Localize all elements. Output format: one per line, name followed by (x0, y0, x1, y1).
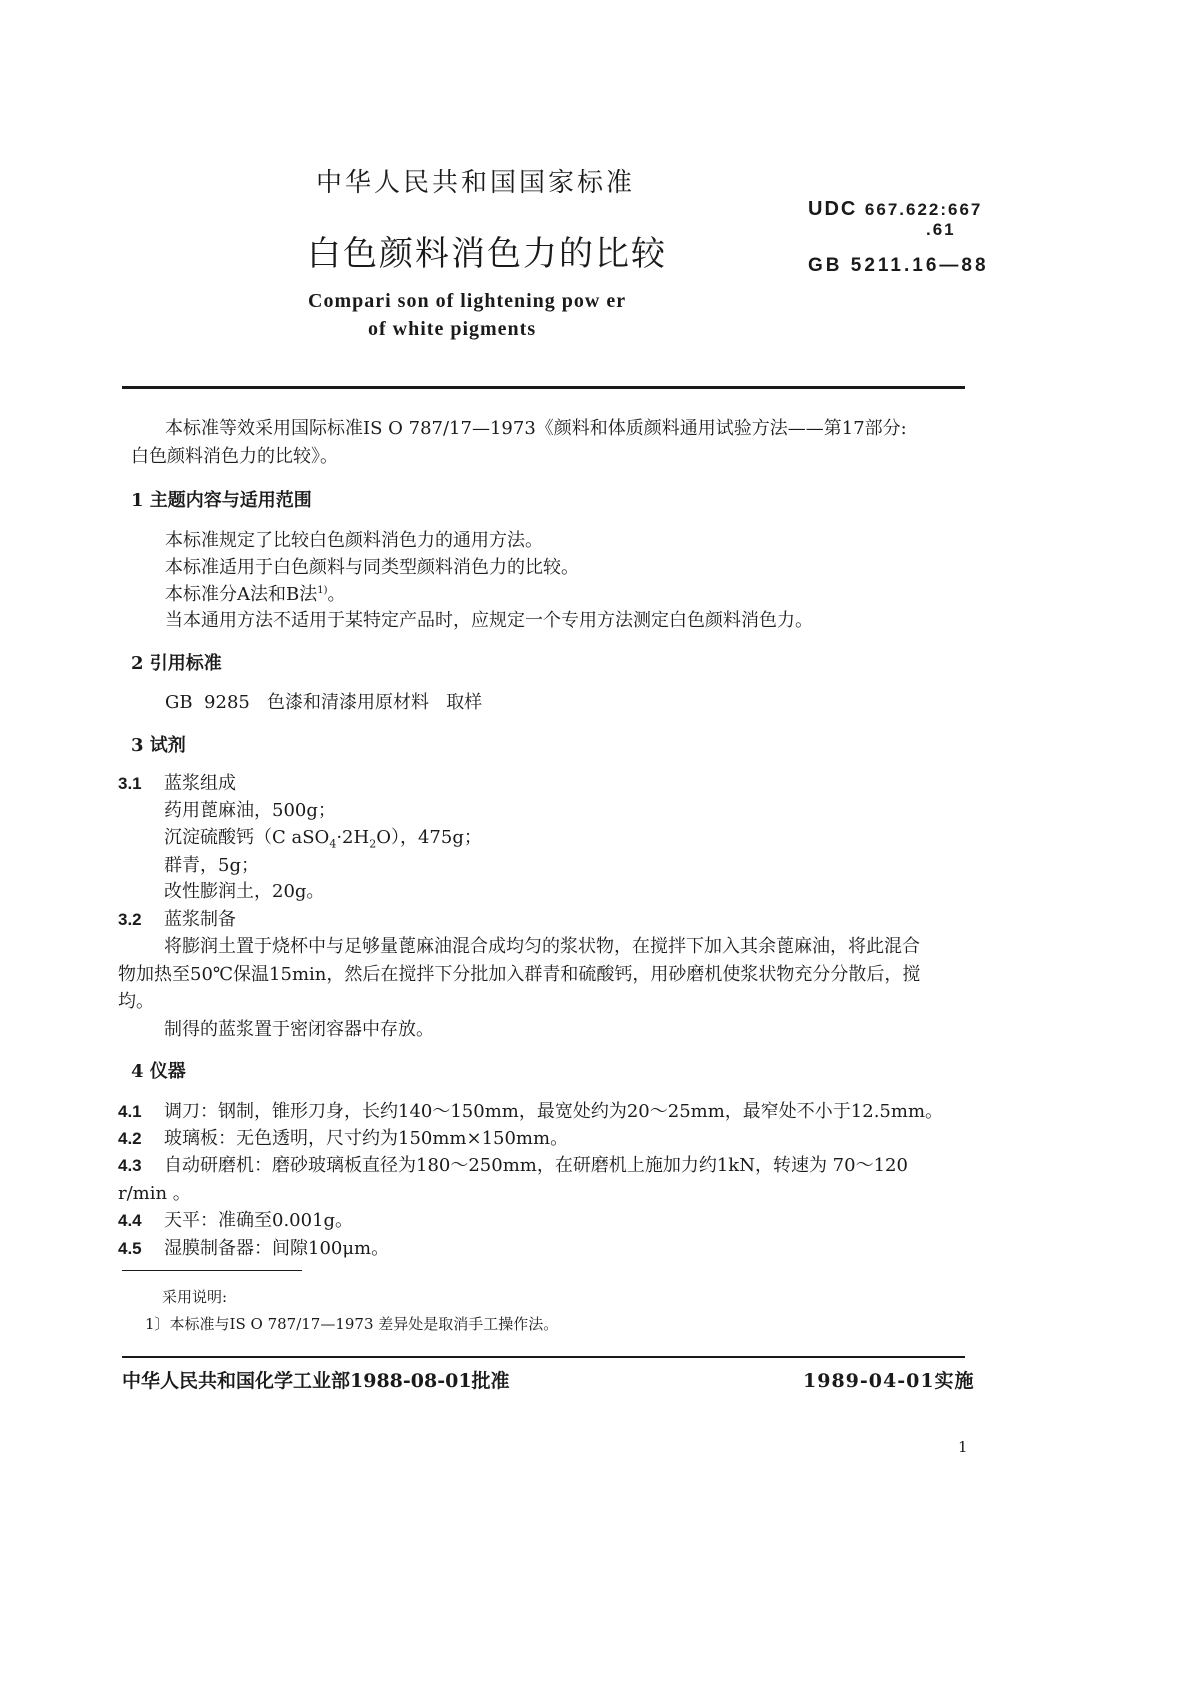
reagent-item-2 (164, 823, 482, 851)
section-2-heading: 2 引用标准 (131, 653, 222, 674)
reagent-item-3: 群青，5g； (164, 855, 259, 876)
instrument-4-3-text: 自动研磨机：磨砂玻璃板直径为180～250mm，在研磨机上施加力约1kN，转速为 70～120 (164, 1155, 908, 1176)
approval-statement: 中华人民共和国化学工业部1988-08-01批准 (122, 1370, 510, 1392)
instrument-4-2 (118, 1124, 568, 1150)
instrument-4-5 (118, 1234, 389, 1260)
reagent-item-2-part-c: ·2H (336, 827, 370, 848)
reagent-item-2-sub-2: 2 (369, 837, 377, 851)
document-title-en-line2: of white pigments (368, 318, 537, 340)
footnote-divider (122, 1270, 302, 1271)
section-3-2-line-4: 制得的蓝浆置于密闭容器中存放。 (164, 1019, 434, 1040)
instrument-4-5-number: 4.5 (118, 1239, 142, 1258)
reagent-item-1: 药用蓖麻油，500g； (164, 800, 336, 821)
section-3-heading: 3 试剂 (131, 735, 186, 756)
document-title-cn: 白色颜料消色力的比较 (307, 234, 667, 274)
section-1-para-3-text: 本标准分A法和B法 (165, 584, 318, 605)
instrument-4-1-number: 4.1 (118, 1102, 142, 1121)
section-1-para-3 (165, 580, 346, 606)
section-3-2-line-1: 将膨润土置于烧杯中与足够量蓖麻油混合成均匀的浆状物，在搅拌下加入其余蓖麻油，将此混合 (164, 936, 920, 957)
intro-line2: 白色颜料消色力的比较》。 (131, 446, 338, 467)
instrument-4-4 (118, 1206, 353, 1232)
reagent-item-2-part-e: O），475g； (376, 827, 482, 848)
instrument-4-2-number: 4.2 (118, 1129, 142, 1148)
national-standard-heading: 中华人民共和国国家标准 (316, 168, 636, 198)
section-1-heading: 1 主题内容与适用范围 (131, 490, 312, 511)
instrument-4-3-number: 4.3 (118, 1156, 142, 1175)
section-1-para-2: 本标准适用于白色颜料与同类型颜料消色力的比较。 (165, 557, 579, 578)
reagent-item-2-part-a: 沉淀硫酸钙（C aSO (164, 827, 330, 848)
page-number: 1 (958, 1438, 968, 1456)
instrument-4-3 (118, 1151, 908, 1177)
reagent-item-4: 改性膨润土，20g。 (164, 881, 325, 902)
footnote-ref: 1) (317, 585, 328, 596)
section-3-1-heading (118, 769, 236, 795)
udc-value-cont: .61 (926, 220, 956, 239)
section-3-2-number: 3.2 (118, 910, 142, 929)
footnote-label: 采用说明: (162, 1288, 228, 1306)
section-3-2-title: 蓝浆制备 (164, 909, 236, 930)
document-title-en-line1: Compari son of lightening pow er (308, 290, 627, 312)
intro-line1: 本标准等效采用国际标准IS O 787/17—1973《颜料和体质颜料通用试验方法——第17部分: (165, 418, 907, 439)
instrument-4-1-text: 调刀：钢制，锥形刀身，长约140～150mm，最宽处约为20～25mm，最窄处不小于12.5mm。 (164, 1101, 944, 1122)
section-3-2-line-3: 均。 (118, 991, 154, 1012)
udc-label: UDC (808, 198, 858, 220)
section-3-1-title: 蓝浆组成 (164, 773, 236, 794)
section-4-heading: 4 仪器 (131, 1061, 186, 1082)
section-1-para-1: 本标准规定了比较白色颜料消色力的通用方法。 (165, 530, 543, 551)
gb-code: GB 5211.16—88 (808, 255, 989, 276)
instrument-4-4-number: 4.4 (118, 1211, 142, 1230)
section-1-para-3-end: 。 (327, 584, 346, 605)
instrument-4-4-text: 天平：准确至0.001g。 (164, 1210, 354, 1231)
section-3-2-line-2: 物加热至50℃保温15min，然后在搅拌下分批加入群青和硫酸钙，用砂磨机使浆状物充分分散后，搅 (118, 964, 921, 985)
instrument-4-3-cont: r/min 。 (118, 1183, 191, 1204)
udc-value: 667.622:667 (864, 200, 983, 219)
footer-divider (122, 1356, 965, 1358)
footnote-text: 1〕本标准与IS O 787/17—1973 差异处是取消手工操作法。 (145, 1315, 559, 1333)
section-1-para-4: 当本通用方法不适用于某特定产品时，应规定一个专用方法测定白色颜料消色力。 (165, 610, 813, 631)
effective-date: 1989-04-01实施 (803, 1370, 975, 1392)
reagent-item-2-sub-4: 4 (329, 837, 337, 851)
section-2-reference: GB 9285 色漆和清漆用原材料 取样 (165, 692, 483, 713)
instrument-4-5-text: 湿膜制备器：间隙100μm。 (164, 1238, 390, 1259)
section-3-2-heading (118, 905, 236, 931)
instrument-4-2-text: 玻璃板：无色透明，尺寸约为150mm×150mm。 (164, 1128, 569, 1149)
section-3-1-number: 3.1 (118, 774, 142, 793)
header-divider (122, 386, 965, 389)
instrument-4-1 (118, 1097, 943, 1123)
udc-code (808, 198, 982, 221)
